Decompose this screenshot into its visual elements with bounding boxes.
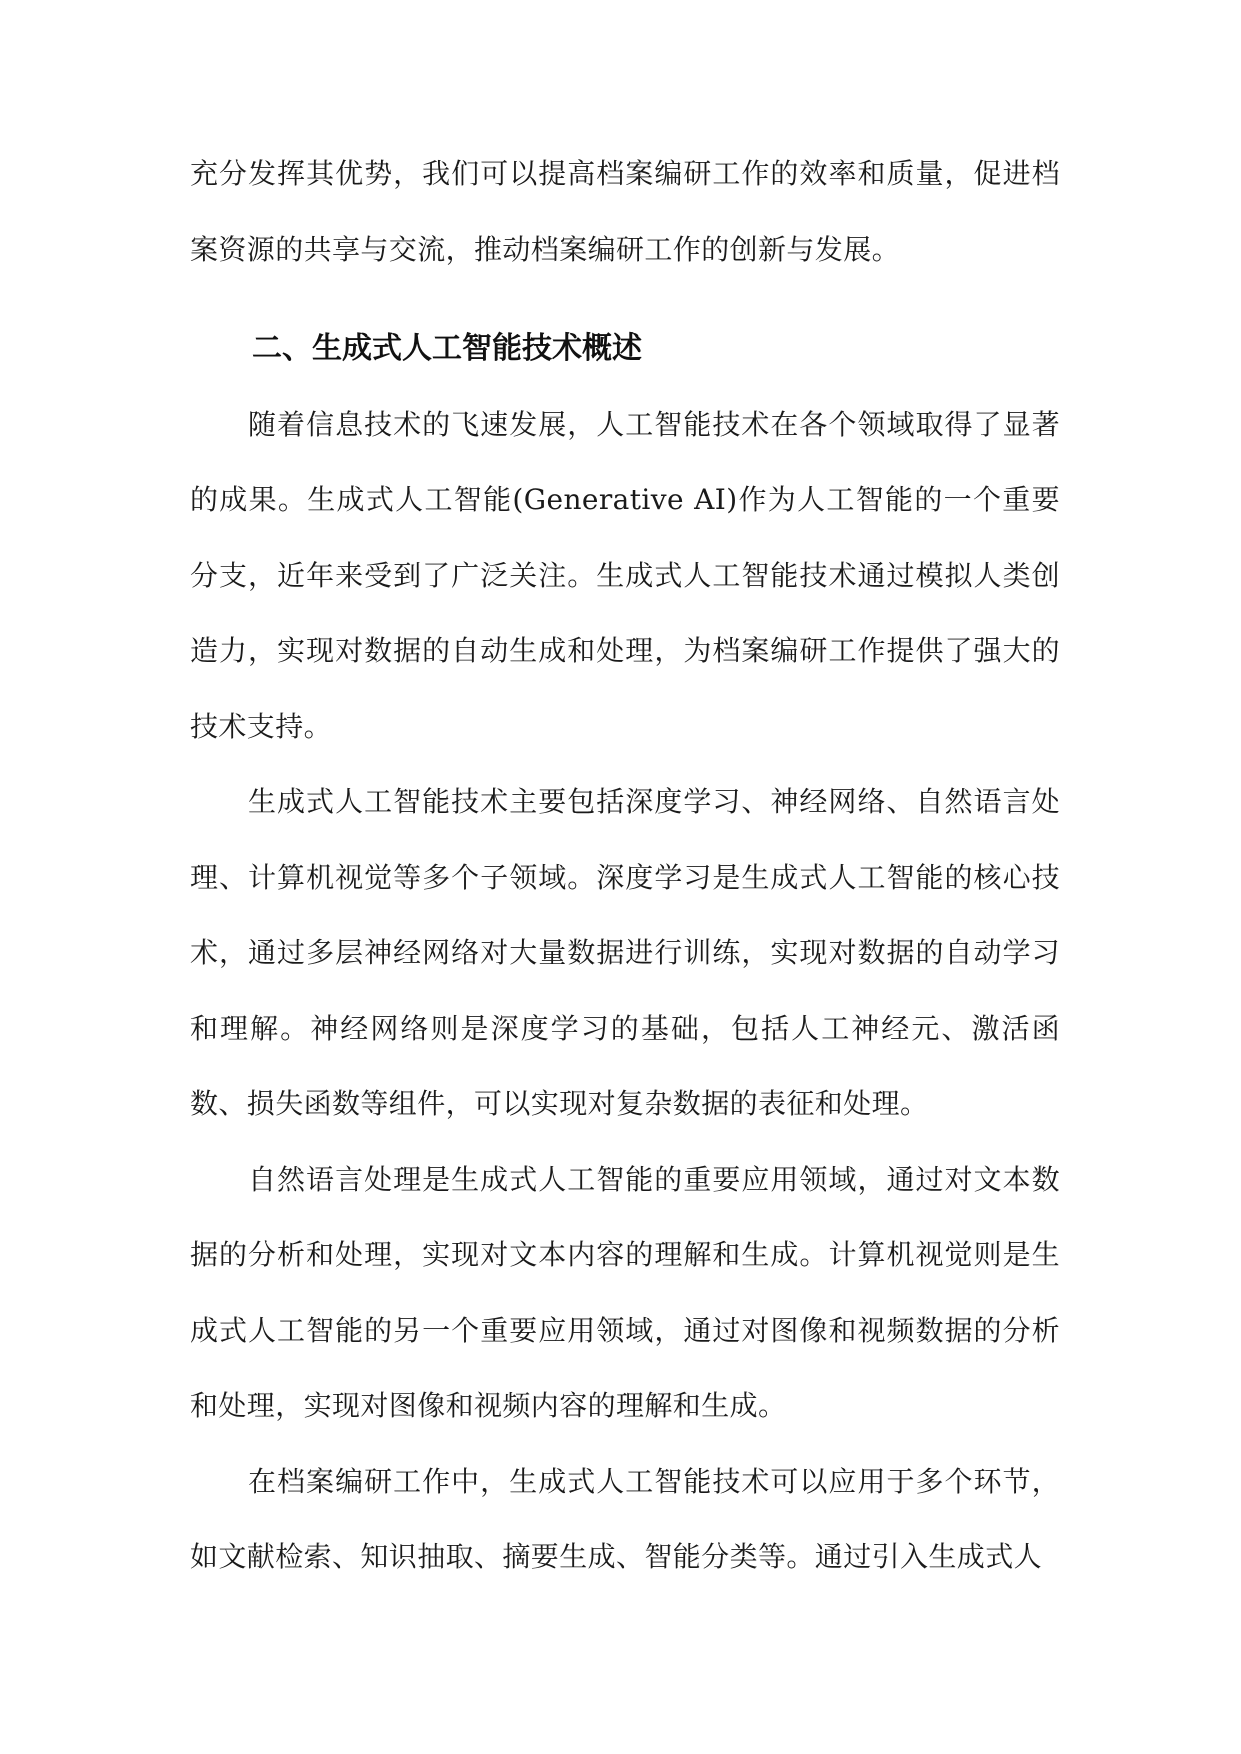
- body-paragraph-1: 随着信息技术的飞速发展，人工智能技术在各个领域取得了显著的成果。生成式人工智能(Generative AI)作为人工智能的一个重要分支，近年来受到了广泛关注。生成式人工智能技术通过模拟人类创造力，实现对数据的自动生成和处理，为档案编研工作提供了强大的技术支持。: [190, 407, 1060, 743]
- body-paragraph-3: 自然语言处理是生成式人工智能的重要应用领域，通过对文本数据的分析和处理，实现对文本内容的理解和生成。计算机视觉则是生成式人工智能的另一个重要应用领域，通过对图像和视频数据的分析和处理，实现对图像和视频内容的理解和生成。: [190, 1162, 1060, 1422]
- section-heading: 二、生成式人工智能技术概述: [252, 331, 642, 366]
- body-paragraph-4: 在档案编研工作中，生成式人工智能技术可以应用于多个环节，如文献检索、知识抽取、摘要生成、智能分类等。通过引入生成式人: [190, 1464, 1060, 1573]
- document-body: [190, 136, 1060, 1595]
- body-paragraph-2: 生成式人工智能技术主要包括深度学习、神经网络、自然语言处理、计算机视觉等多个子领域。深度学习是生成式人工智能的核心技术，通过多层神经网络对大量数据进行训练，实现对数据的自动学习和理解。神经网络则是深度学习的基础，包括人工神经元、激活函数、损失函数等组件，可以实现对复杂数据的表征和处理。: [190, 785, 1060, 1120]
- continuation-paragraph: 充分发挥其优势，我们可以提高档案编研工作的效率和质量，促进档案资源的共享与交流，推动档案编研工作的创新与发展。: [190, 157, 1060, 266]
